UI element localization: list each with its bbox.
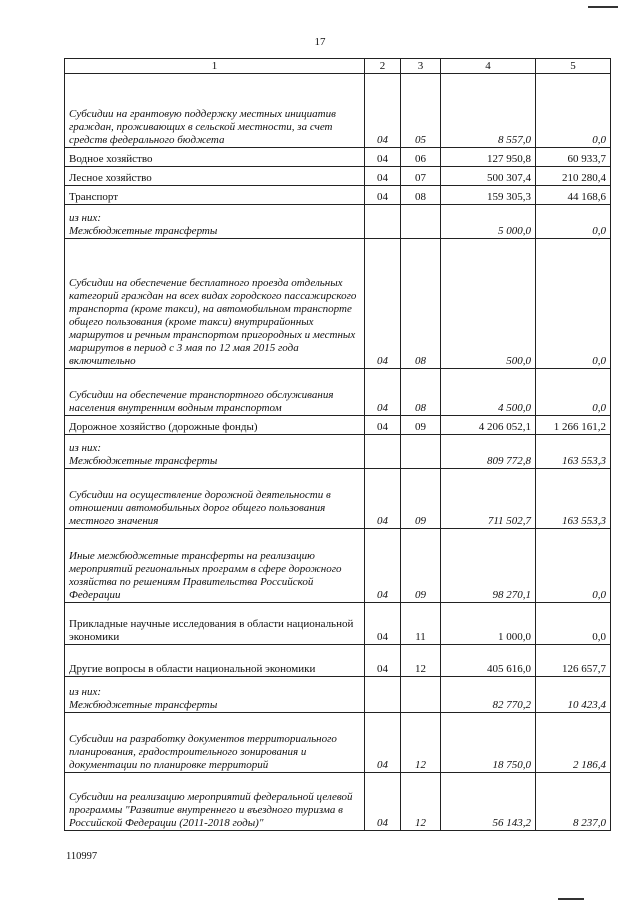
row-value-col4: 405 616,0 xyxy=(441,645,536,677)
table-row xyxy=(65,369,611,416)
row-value-col5: 10 423,4 xyxy=(536,677,611,713)
row-subsection-code xyxy=(401,205,441,239)
row-name: Субсидии на грантовую поддержку местных инициатив граждан, проживающих в сельской местности, за счет средств федерального бюджета xyxy=(65,74,365,148)
row-value-col4: 500,0 xyxy=(441,239,536,369)
table-row xyxy=(65,529,611,603)
row-value-col4: 8 557,0 xyxy=(441,74,536,148)
row-value-col4: 127 950,8 xyxy=(441,148,536,167)
row-section-code: 04 xyxy=(365,773,401,831)
row-section-code: 04 xyxy=(365,603,401,645)
row-value-col4: 18 750,0 xyxy=(441,713,536,773)
document-code: 110997 xyxy=(66,851,98,862)
row-subsection-code: 11 xyxy=(401,603,441,645)
row-value-col5: 60 933,7 xyxy=(536,148,611,167)
row-subsection-code: 07 xyxy=(401,167,441,186)
row-value-col4: 4 206 052,1 xyxy=(441,416,536,435)
row-section-code xyxy=(365,435,401,469)
header-col-3: 3 xyxy=(401,59,441,74)
row-name: из них: Межбюджетные трансферты xyxy=(65,435,365,469)
header-col-4: 4 xyxy=(441,59,536,74)
row-section-code: 04 xyxy=(365,148,401,167)
row-subsection-code: 05 xyxy=(401,74,441,148)
row-section-code: 04 xyxy=(365,645,401,677)
row-value-col4: 98 270,1 xyxy=(441,529,536,603)
row-value-col5: 0,0 xyxy=(536,603,611,645)
table-row xyxy=(65,74,611,148)
row-subsection-code: 12 xyxy=(401,645,441,677)
row-value-col5: 8 237,0 xyxy=(536,773,611,831)
row-subsection-code: 09 xyxy=(401,416,441,435)
row-name: Иные межбюджетные трансферты на реализацию мероприятий региональных программ в сфере дорожного хозяйства по решениям Правительства Российской Федерации xyxy=(65,529,365,603)
row-name: Другие вопросы в области национальной экономики xyxy=(65,645,365,677)
row-value-col4: 711 502,7 xyxy=(441,469,536,529)
row-subsection-code: 08 xyxy=(401,186,441,205)
table-row xyxy=(65,773,611,831)
row-value-col4: 809 772,8 xyxy=(441,435,536,469)
row-value-col5: 0,0 xyxy=(536,74,611,148)
row-section-code xyxy=(365,205,401,239)
row-subsection-code: 06 xyxy=(401,148,441,167)
row-value-col5: 210 280,4 xyxy=(536,167,611,186)
row-value-col4: 1 000,0 xyxy=(441,603,536,645)
row-value-col4: 56 143,2 xyxy=(441,773,536,831)
row-section-code: 04 xyxy=(365,167,401,186)
row-name: Субсидии на разработку документов территориального планирования, градостроительного зонирования и документации по планировке территорий xyxy=(65,713,365,773)
row-subsection-code xyxy=(401,677,441,713)
row-subsection-code: 12 xyxy=(401,713,441,773)
row-value-col4: 159 305,3 xyxy=(441,186,536,205)
row-subsection-code: 09 xyxy=(401,469,441,529)
row-name: из них: Межбюджетные трансферты xyxy=(65,677,365,713)
header-col-1: 1 xyxy=(65,59,365,74)
table-row xyxy=(65,239,611,369)
row-value-col5: 163 553,3 xyxy=(536,435,611,469)
table-row xyxy=(65,148,611,167)
row-subsection-code: 12 xyxy=(401,773,441,831)
row-name: Субсидии на реализацию мероприятий федеральной целевой программы "Развитие внутреннего и въездного туризма в Российской Федерации (2011-2018 годы)" xyxy=(65,773,365,831)
table-row xyxy=(65,167,611,186)
row-section-code: 04 xyxy=(365,369,401,416)
row-name: Субсидии на обеспечение бесплатного проезда отдельных категорий граждан на всех видах городского пассажирского транспорта (кроме такси), на автомобильном транспорте общего пользования (кроме такси) внутрирайонных маршрутов и речным транспортом пригородных и местных маршрутов в период с 3 мая по 12 мая 2015 года включительно xyxy=(65,239,365,369)
row-name: Прикладные научные исследования в области национальной экономики xyxy=(65,603,365,645)
header-row xyxy=(65,59,611,74)
row-value-col4: 4 500,0 xyxy=(441,369,536,416)
row-name: из них: Межбюджетные трансферты xyxy=(65,205,365,239)
row-subsection-code: 08 xyxy=(401,369,441,416)
row-name: Транспорт xyxy=(65,186,365,205)
row-subsection-code: 08 xyxy=(401,239,441,369)
row-value-col5: 0,0 xyxy=(536,205,611,239)
row-value-col4: 500 307,4 xyxy=(441,167,536,186)
row-section-code: 04 xyxy=(365,416,401,435)
table-row xyxy=(65,645,611,677)
row-value-col5: 163 553,3 xyxy=(536,469,611,529)
row-section-code: 04 xyxy=(365,469,401,529)
row-subsection-code xyxy=(401,435,441,469)
scan-mark-bottom xyxy=(558,898,584,900)
row-value-col5: 126 657,7 xyxy=(536,645,611,677)
row-value-col5: 0,0 xyxy=(536,529,611,603)
row-name: Субсидии на обеспечение транспортного обслуживания населения внутренним водным транспортом xyxy=(65,369,365,416)
budget-table xyxy=(64,58,611,831)
row-name: Лесное хозяйство xyxy=(65,167,365,186)
row-name: Дорожное хозяйство (дорожные фонды) xyxy=(65,416,365,435)
row-value-col5: 1 266 161,2 xyxy=(536,416,611,435)
row-section-code: 04 xyxy=(365,529,401,603)
row-value-col5: 0,0 xyxy=(536,239,611,369)
table-row xyxy=(65,469,611,529)
row-section-code: 04 xyxy=(365,186,401,205)
table-row xyxy=(65,677,611,713)
table-row xyxy=(65,186,611,205)
scan-mark-top xyxy=(588,6,618,8)
row-section-code: 04 xyxy=(365,239,401,369)
row-section-code: 04 xyxy=(365,74,401,148)
header-col-5: 5 xyxy=(536,59,611,74)
row-value-col5: 44 168,6 xyxy=(536,186,611,205)
header-col-2: 2 xyxy=(365,59,401,74)
table-row xyxy=(65,205,611,239)
row-name: Субсидии на осуществление дорожной деятельности в отношении автомобильных дорог общего пользования местного значения xyxy=(65,469,365,529)
row-subsection-code: 09 xyxy=(401,529,441,603)
table-row xyxy=(65,416,611,435)
page-number: 17 xyxy=(314,36,326,48)
table-row xyxy=(65,713,611,773)
row-value-col4: 82 770,2 xyxy=(441,677,536,713)
row-value-col5: 0,0 xyxy=(536,369,611,416)
table-row xyxy=(65,603,611,645)
row-name: Водное хозяйство xyxy=(65,148,365,167)
row-value-col5: 2 186,4 xyxy=(536,713,611,773)
row-value-col4: 5 000,0 xyxy=(441,205,536,239)
row-section-code xyxy=(365,677,401,713)
row-section-code: 04 xyxy=(365,713,401,773)
table-row xyxy=(65,435,611,469)
